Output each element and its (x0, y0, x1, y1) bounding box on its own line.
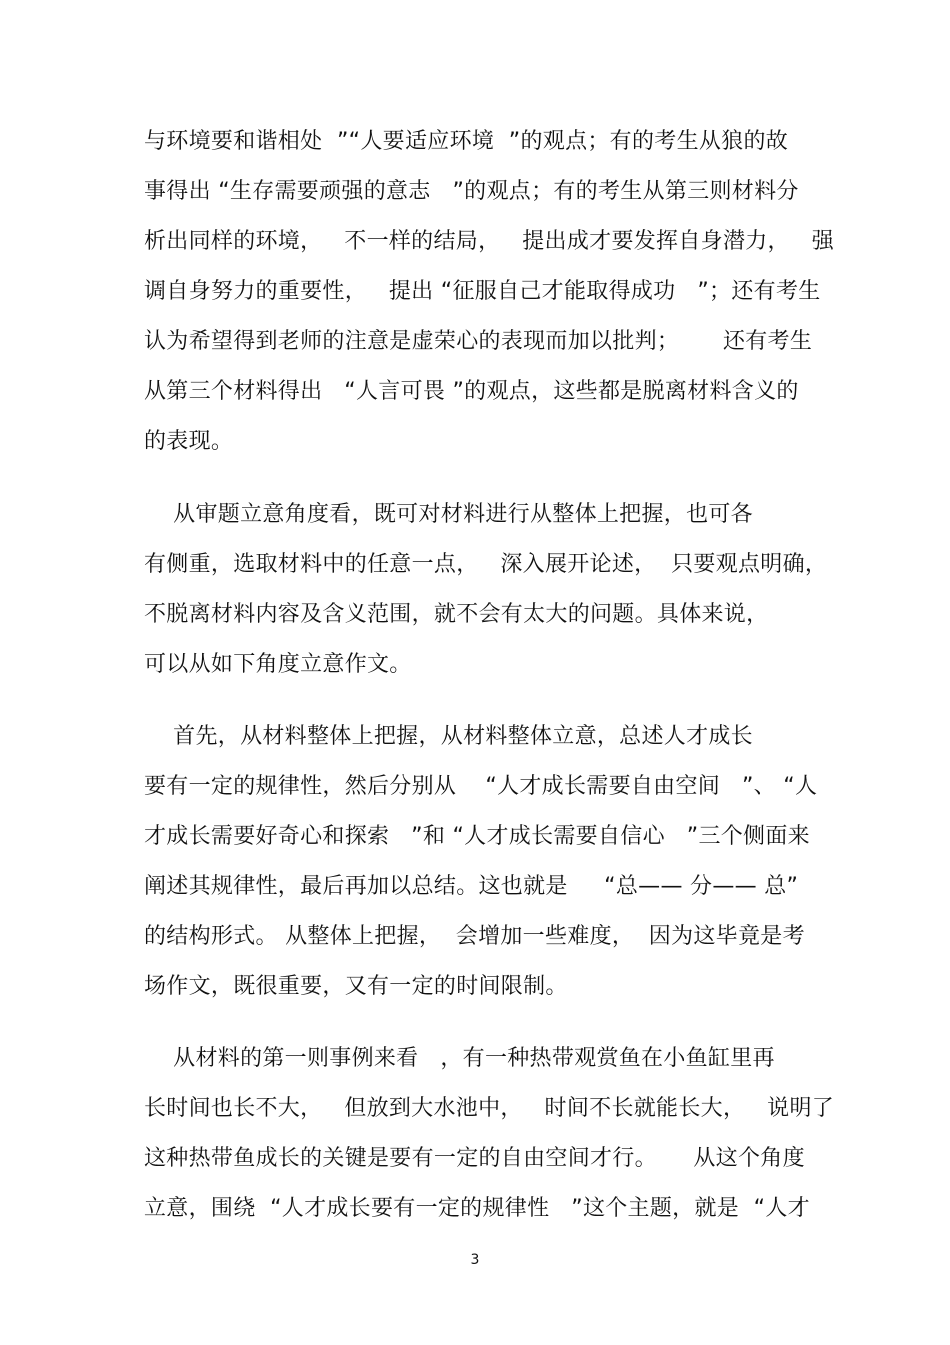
text-line: 可以从如下角度立意作文。 (144, 652, 412, 677)
text-line: 长时间也长不大， 但放到大水池中， 时间不长就能长大， 说明了 (144, 1096, 835, 1121)
text-line: 这种热带鱼成长的关键是要有一定的自由空间才行。 从这个角度 (144, 1146, 805, 1171)
paragraph-first-line: 从材料的第一则事例来看 ，有一种热带观赏鱼在小鱼缸里再 (144, 1046, 775, 1071)
page-number: 3 (470, 1252, 480, 1268)
text-line: 调自身努力的重要性， 提出 “征服自己才能取得成功 ”；还有考生 (144, 279, 821, 304)
text-line: 要有一定的规律性，然后分别从 “人才成长需要自由空间 ”、 “人 (144, 774, 818, 799)
paragraph-first-line: 首先，从材料整体上把握，从材料整体立意，总述人才成长 (144, 724, 753, 749)
text-line: 事得出 “生存需要顽强的意志 ”的观点；有的考生从第三则材料分 (144, 179, 799, 204)
text-line: 才成长需要好奇心和探索 ”和 “人才成长需要自信心 ”三个侧面来 (144, 824, 810, 849)
text-line: 不脱离材料内容及含义范围，就不会有太大的问题。具体来说， (144, 602, 769, 627)
text-line: 的结构形式。 从整体上把握， 会增加一些难度， 因为这毕竟是考 (144, 924, 805, 949)
text-line: 析出同样的环境， 不一样的结局， 提出成才要发挥自身潜力， 强 (144, 229, 835, 254)
text-line: 从第三个材料得出 “人言可畏 ”的观点，这些都是脱离材料含义的 (144, 379, 799, 404)
text-line: 与环境要和谐相处 ”“人要适应环境 ”的观点；有的考生从狼的故 (144, 129, 789, 154)
text-line: 阐述其规律性，最后再加以总结。这也就是 “总—— 分—— 总” (144, 874, 799, 899)
text-line: 场作文，既很重要，又有一定的时间限制。 (144, 974, 568, 999)
text-line: 有侧重，选取材料中的任意一点， 深入展开论述， 只要观点明确， (144, 552, 828, 577)
text-line: 的表现。 (144, 429, 234, 454)
text-line: 认为希望得到老师的注意是虚荣心的表现而加以批判； 还有考生 (144, 329, 813, 354)
paragraph-first-line: 从审题立意角度看，既可对材料进行从整体上把握，也可各 (144, 502, 753, 527)
text-line: 立意，围绕 “人才成长要有一定的规律性 ”这个主题，就是 “人才 (144, 1196, 810, 1221)
